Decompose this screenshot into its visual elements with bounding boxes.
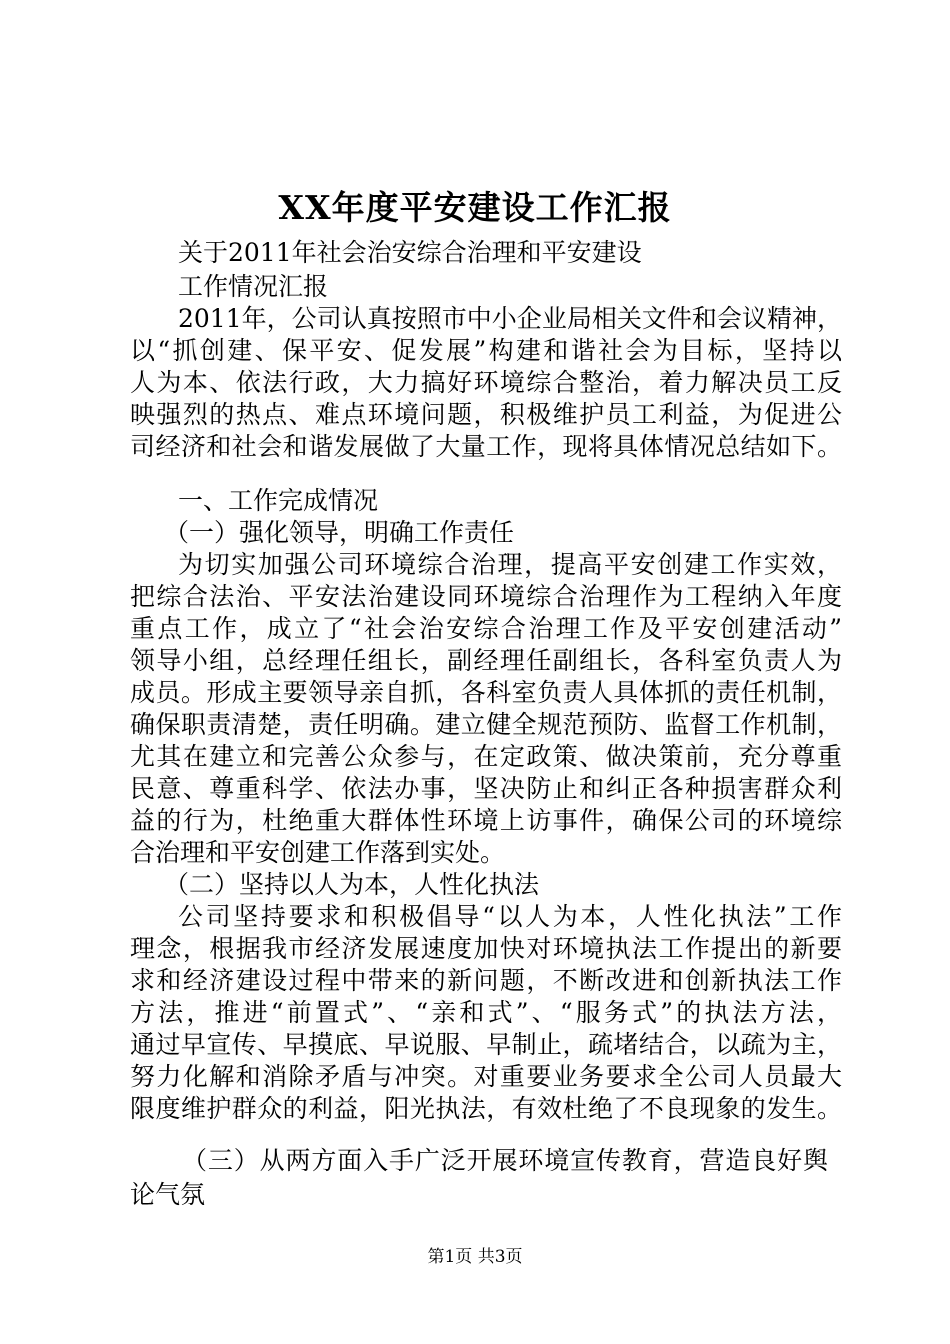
paragraph-line: 论气氛 <box>130 1180 206 1209</box>
section-heading: 一、工作完成情况 <box>178 486 379 515</box>
paragraph-line: 尤其在建立和完善公众参与，在定政策、做决策前，充分尊重 <box>130 742 842 771</box>
paragraph-line: 成员。形成主要领导亲自抓，各科室负责人具体抓的责任机制， <box>130 678 842 707</box>
paragraph-line: 公司坚持要求和积极倡导“以人为本，人性化执法”工作 <box>178 902 842 931</box>
subsection-heading: （三）从两方面入手广泛开展环境宣传教育，营造良好舆 <box>182 1146 828 1175</box>
paragraph-line: 为切实加强公司环境综合治理，提高平安创建工作实效， <box>178 550 842 579</box>
paragraph-line: 司经济和社会和谐发展做了大量工作，现将具体情况总结如下。 <box>130 432 842 461</box>
subsection-heading: （二）坚持以人为本，人性化执法 <box>164 870 540 899</box>
paragraph-line: 2011年，公司认真按照市中小企业局相关文件和会议精神， <box>178 304 842 333</box>
paragraph-line: 通过早宣传、早摸底、早说服、早制止，疏堵结合，以疏为主， <box>130 1030 842 1059</box>
paragraph-line: 映强烈的热点、难点环境问题，积极维护员工利益，为促进公 <box>130 400 842 429</box>
paragraph-line: 限度维护群众的利益，阳光执法，有效杜绝了不良现象的发生。 <box>130 1094 842 1123</box>
paragraph-line: 人为本、依法行政，大力搞好环境综合整治，着力解决员工反 <box>130 368 842 397</box>
paragraph-line: 理念，根据我市经济发展速度加快对环境执法工作提出的新要 <box>130 934 842 963</box>
subtitle-line: 工作情况汇报 <box>178 272 329 301</box>
paragraph-line: 合治理和平安创建工作落到实处。 <box>130 838 506 867</box>
paragraph-line: 以“抓创建、保平安、促发展”构建和谐社会为目标，坚持以 <box>130 336 842 365</box>
paragraph-line: 确保职责清楚，责任明确。建立健全规范预防、监督工作机制， <box>130 710 842 739</box>
paragraph-line: 把综合法治、平安法治建设同环境综合治理作为工程纳入年度 <box>130 582 842 611</box>
paragraph-line: 努力化解和消除矛盾与冲突。对重要业务要求全公司人员最大 <box>130 1062 842 1091</box>
paragraph-line: 领导小组，总经理任组长，副经理任副组长，各科室负责人为 <box>130 646 842 675</box>
paragraph-line: 求和经济建设过程中带来的新问题，不断改进和创新执法工作 <box>130 966 842 995</box>
paragraph-line: 益的行为，杜绝重大群体性环境上访事件，确保公司的环境综 <box>130 806 842 835</box>
paragraph-line: 方法，推进“前置式”、“亲和式”、“服务式”的执法方法， <box>130 998 842 1027</box>
subsection-heading: （一）强化领导，明确工作责任 <box>164 518 515 547</box>
subtitle-line: 关于2011年社会治安综合治理和平安建设 <box>178 238 642 267</box>
page-footer: 第1页 共3页 <box>427 1247 523 1267</box>
paragraph-line: 民意、尊重科学、依法办事，坚决防止和纠正各种损害群众利 <box>130 774 842 803</box>
paragraph-line: 重点工作，成立了“社会治安综合治理工作及平安创建活动” <box>130 614 842 643</box>
document-title: XX年度平安建设工作汇报 <box>278 188 672 227</box>
